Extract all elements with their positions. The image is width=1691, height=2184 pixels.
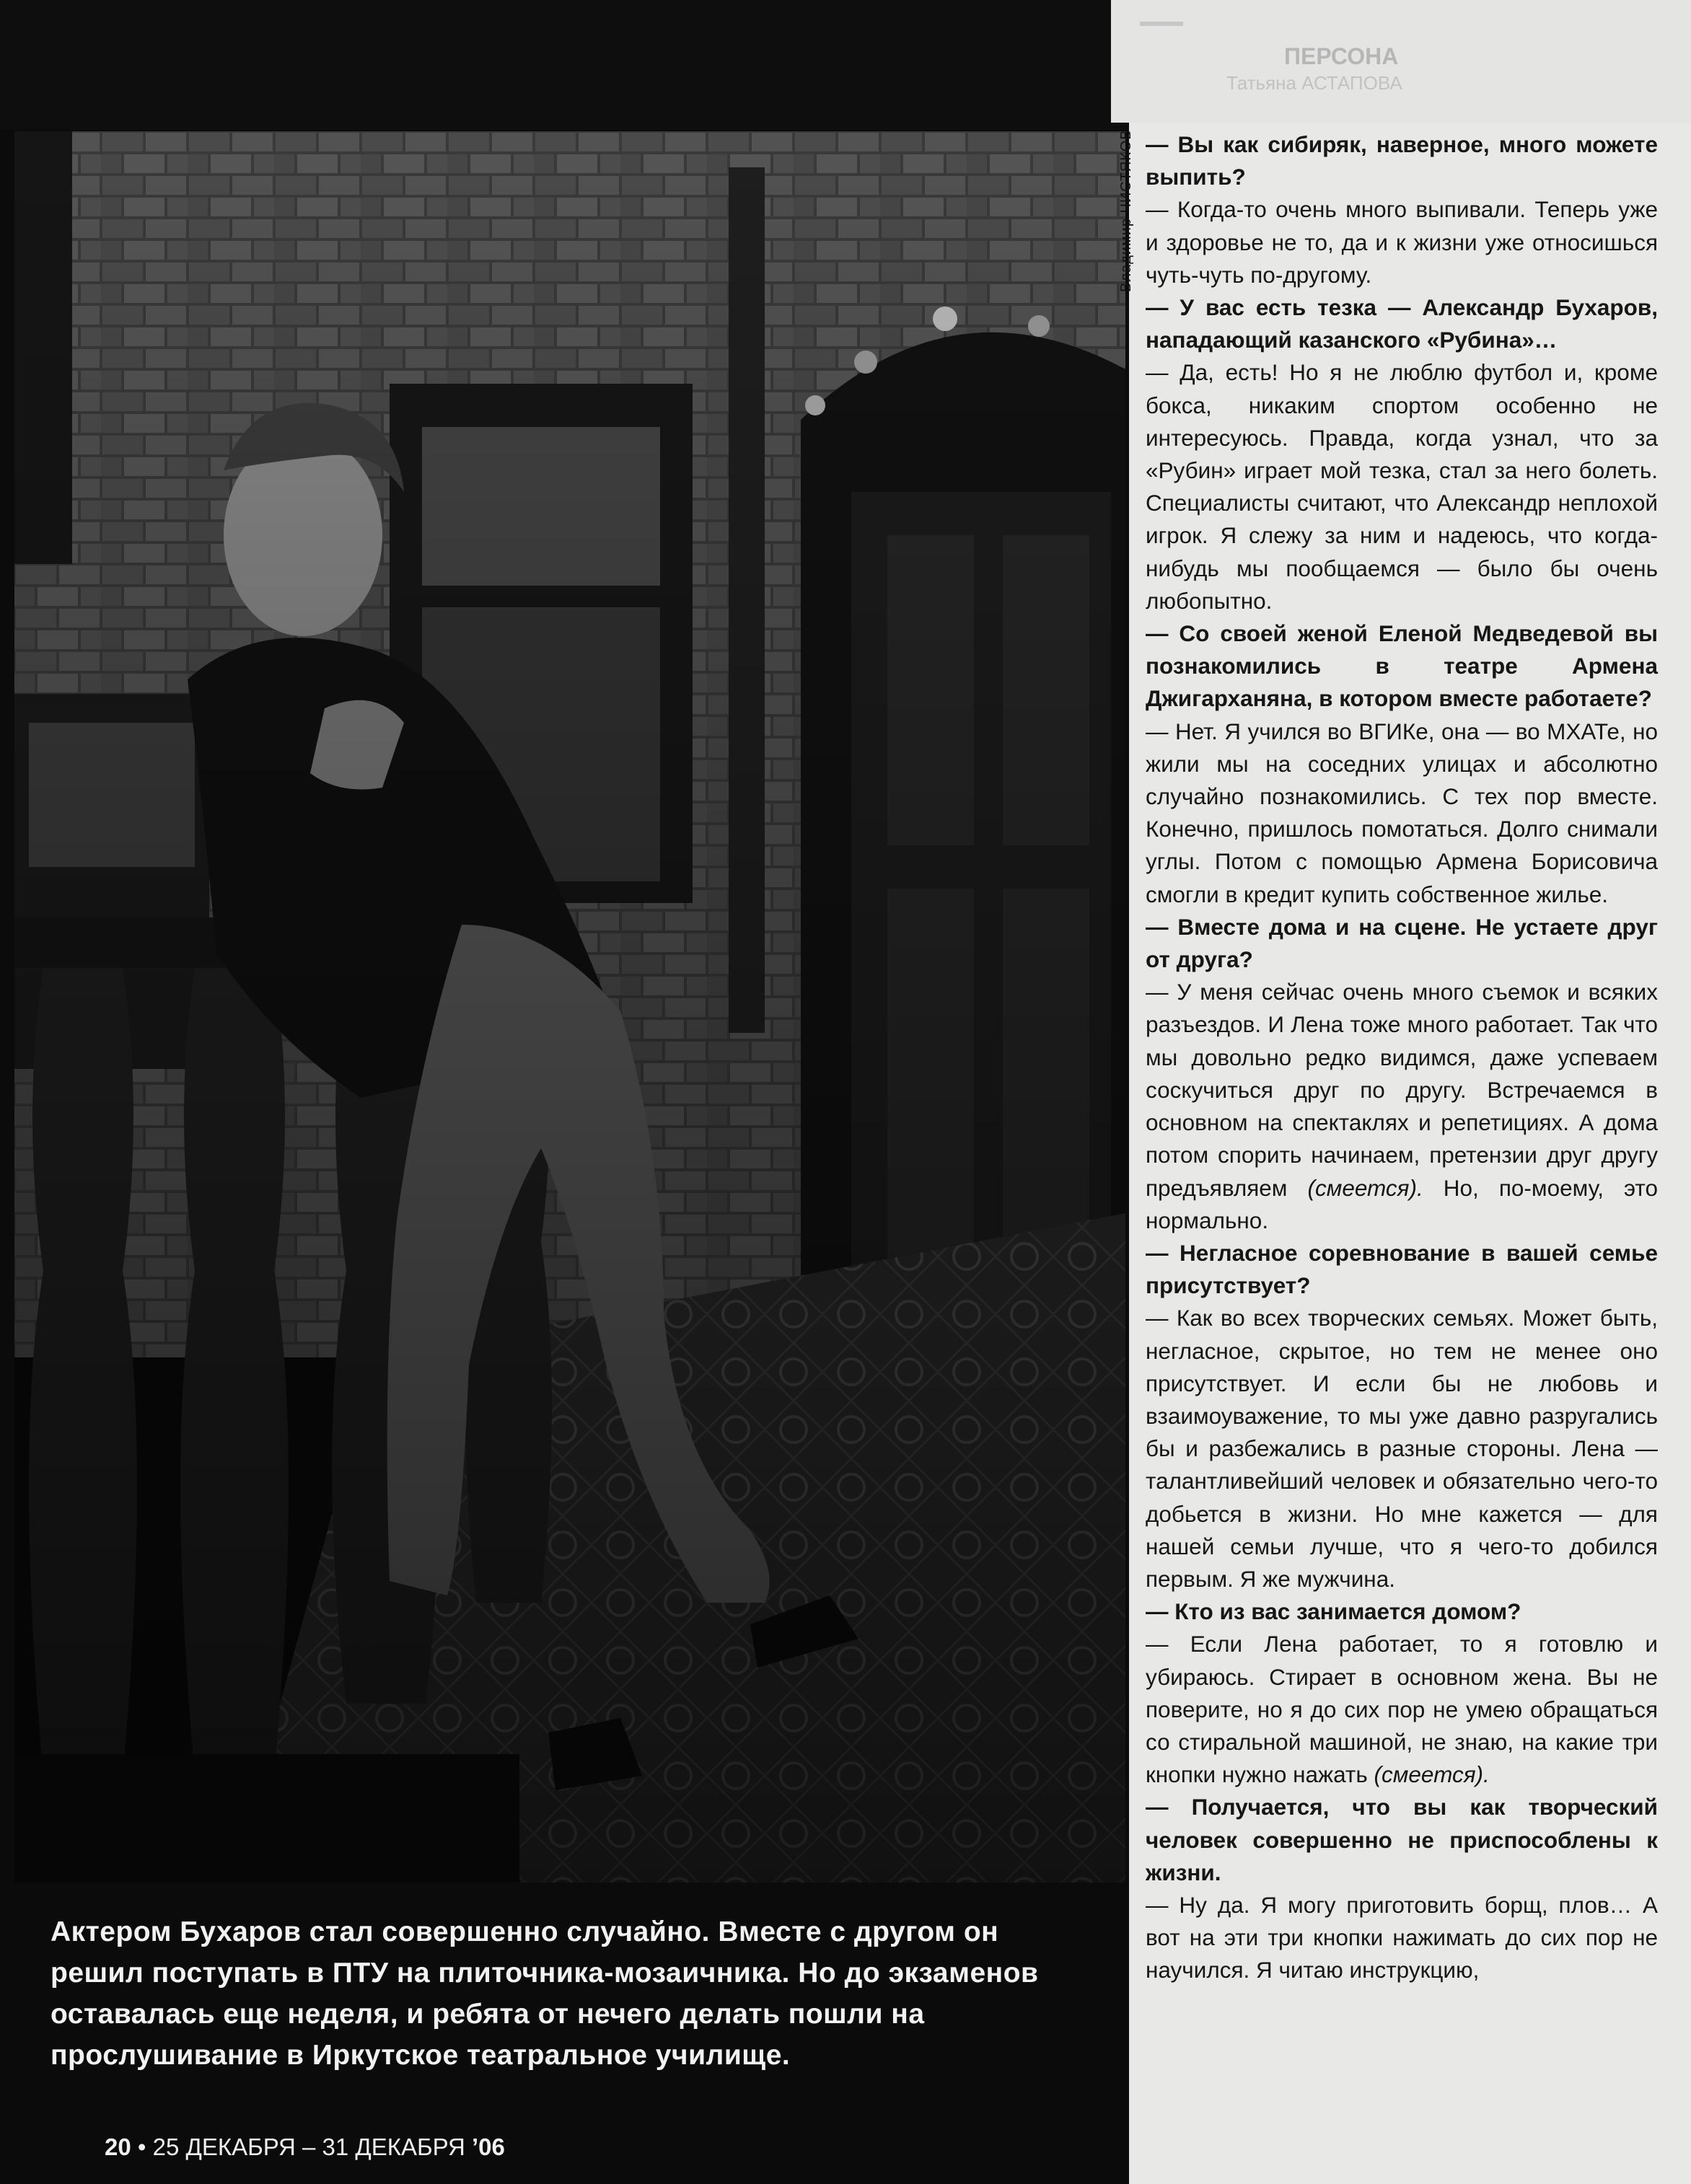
- question-1: — Вы как сибиряк, наверное, много можете выпить?: [1146, 131, 1658, 190]
- page-footer: [105, 2134, 505, 2161]
- bleed-through-strip: [1111, 0, 1691, 123]
- photo-credit: [1111, 130, 1147, 296]
- bleed-through-heading: ПЕРСОНА: [1284, 43, 1399, 69]
- photo-caption: Актером Бухаров стал совершенно случайно. Вместе с другом он решил поступать в ПТУ на плиточника-мозаичника. Но до экзаменов оставалась еще неделя, и ребята от нечего делать пошли на прослушивание в Иркутское театральное училище.: [50, 1916, 1039, 2071]
- question-5: — Негласное соревнование в вашей семье присутствует?: [1146, 1239, 1658, 1299]
- answer-5: — Как во всех творческих семьях. Может быть, негласное, скрытое, но тем не менее оно присутствует. И если бы не любовь и взаимоуважение, то мы уже давно разругались бы и разбежались в разные стороны. Лена — талантливейший человек и обязательно чего-то добьется в жизни. Но мне кажется — для нашей семьи лучше, что я чего-то добился первым. Я же мужчина.: [1146, 1305, 1658, 1592]
- top-black-band: [0, 0, 1129, 130]
- answer-6-text: — Если Лена работает, то я готовлю и убираюсь. Стирает в основном жена. Вы не поверите, но я до сих пор не умею обращаться со стиральной машиной, не знаю, на какие три кнопки нужно нажать: [1146, 1631, 1658, 1788]
- footer-bullet: •: [137, 2134, 146, 2160]
- bleed-through-rule: [1140, 22, 1183, 26]
- answer-4: [1146, 976, 1658, 1237]
- portrait-photo-icon: [14, 131, 1125, 1883]
- question-7: — Получается, что вы как творческий человек совершенно не приспособлены к жизни.: [1146, 1794, 1658, 1885]
- question-3: — Со своей женой Еленой Медведевой вы познакомились в театре Армена Джигарханяна, в котором вместе работаете?: [1146, 620, 1658, 712]
- answer-1: — Когда-то очень много выпивали. Теперь уже и здоровье не то, да и к жизни уже относишься чуть-чуть по-другому.: [1146, 196, 1658, 288]
- answer-6: [1146, 1628, 1658, 1791]
- answer-6-italic: (смеется).: [1374, 1761, 1490, 1788]
- issue-year: ’06: [471, 2134, 505, 2160]
- answer-4-tail: Но, по-моему, это нормально.: [1146, 1174, 1658, 1233]
- answer-4-text: — У меня сейчас очень много съемок и всяких разъездов. И Лена тоже много работает. Так что мы довольно редко видимся, даже успеваем соскучиться друг по другу. Встречаемся в основном на спектаклях и репетициях. А дома потом спорить начинаем, претензии друг другу предъявляем: [1146, 979, 1658, 1201]
- page-number: 20: [105, 2134, 131, 2160]
- question-2: — У вас есть тезка — Александр Бухаров, нападающий казанского «Рубина»…: [1146, 294, 1658, 353]
- answer-7: — Ну да. Я могу приготовить борщ, плов… А вот на эти три кнопки нажимать до сих пор не научился. Я читаю инструкцию,: [1146, 1891, 1658, 1983]
- portrait-photo: [14, 131, 1125, 1883]
- answer-2: — Да, есть! Но я не люблю футбол и, кроме бокса, никаким спортом особенно не интересуюсь. Правда, когда узнал, что за «Рубин» играет мой тезка, стал за него болеть. Специалисты считают, что Александр неплохой игрок. Я слежу за ним и надеюсь, что когда-нибудь мы пообщаемся — было бы очень любопытно.: [1146, 359, 1658, 614]
- answer-4-italic: (смеется).: [1307, 1174, 1423, 1201]
- interview-article: [1146, 128, 1658, 1987]
- question-6: — Кто из вас занимается домом?: [1146, 1598, 1521, 1625]
- answer-3: — Нет. Я учился во ВГИКе, она — во МХАТе, но жили мы на соседних улицах и абсолютно случайно познакомились. С тех пор вместе. Конечно, пришлось помотаться. Долго снимали углы. Потом с помощью Армена Борисовича смогли в кредит купить собственное жилье.: [1146, 718, 1658, 907]
- photographer-name: Владимир ЧИСТЯКОВ: [1118, 129, 1134, 292]
- issue-dates: 25 ДЕКАБРЯ – 31 ДЕКАБРЯ: [152, 2134, 465, 2160]
- bleed-through-byline: Татьяна АСТАПОВА: [1226, 72, 1402, 94]
- question-4: — Вместе дома и на сцене. Не устаете друг от друга?: [1146, 913, 1658, 973]
